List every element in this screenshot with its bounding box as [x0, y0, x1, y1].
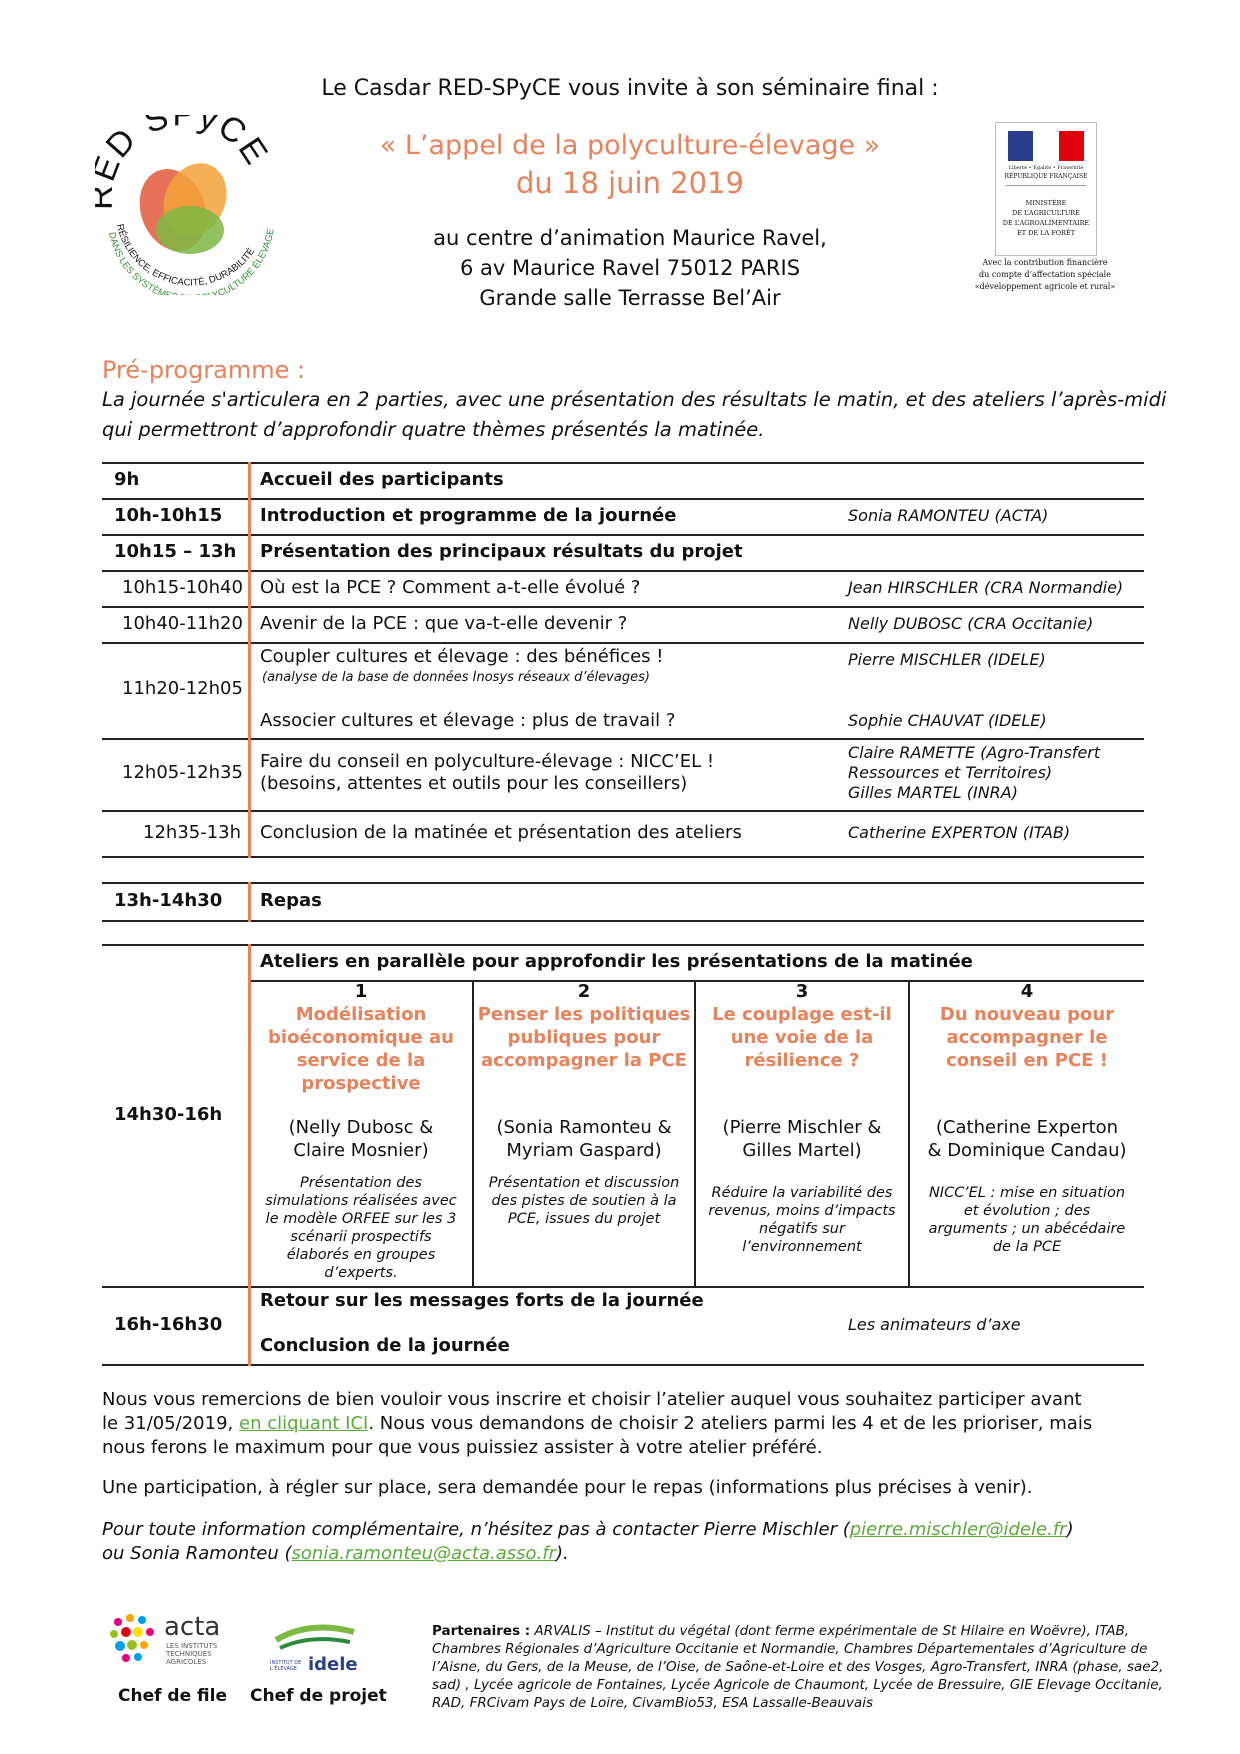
- session-introduction: Introduction et programme de la journée: [260, 505, 677, 526]
- speaker-jean: Jean HIRSCHLER (CRA Normandie): [848, 578, 1124, 597]
- workshop-desc-line: NICC’EL : mise en situation: [928, 1185, 1126, 1201]
- workshop-desc-line: d’experts.: [324, 1265, 398, 1281]
- partners-line-2: Chambres Régionales d’Agriculture Occitanie et Normandie, Chambres Départementales d’Agriculture de: [432, 1641, 1148, 1657]
- time-14h30-16h: 14h30-16h: [114, 1104, 223, 1125]
- partners-line-1: ARVALIS – Institut du végétal (dont ferme expérimentale de St Hilaire en Woëvre), ITAB,: [530, 1623, 1129, 1639]
- ministry-logo: [995, 122, 1097, 256]
- speaker-pierre: Pierre MISCHLER (IDELE): [848, 650, 1046, 669]
- contact-paren-close-2: ).: [556, 1543, 569, 1564]
- time-12h35-13h: 12h35-13h: [143, 822, 242, 843]
- workshop-desc-line: Présentation et discussion: [488, 1175, 680, 1191]
- workshop-people-line: (Nelly Dubosc &: [288, 1117, 434, 1138]
- speaker-claire: Claire RAMETTE (Agro-Transfert: [848, 743, 1101, 762]
- session-key-messages: Retour sur les messages forts de la journée: [260, 1290, 704, 1311]
- workshop-people-line: & Dominique Candau): [927, 1140, 1127, 1161]
- ministry-caption-1: Avec la contribution financière: [982, 258, 1108, 267]
- workshop-desc-line: simulations réalisées avec: [265, 1193, 457, 1209]
- speaker-sonia: Sonia RAMONTEU (ACTA): [848, 506, 1049, 525]
- session-coupling: Coupler cultures et élevage : des bénéfices !: [260, 646, 664, 667]
- workshop-desc-line: le modèle ORFEE sur les 3: [265, 1211, 457, 1227]
- time-16h-16h30: 16h-16h30: [114, 1314, 223, 1335]
- workshop-desc-line: de la PCE: [992, 1239, 1062, 1255]
- ministry-line-1: MINISTÈRE: [1025, 199, 1067, 207]
- ministry-line-4: ET DE LA FORÊT: [1016, 229, 1076, 237]
- workshop-title-line: Penser les politiques: [477, 1004, 691, 1025]
- workshop-desc-line: Réduire la variabilité des: [711, 1185, 893, 1201]
- session-results: Présentation des principaux résultats du projet: [260, 541, 743, 562]
- workshop-title-line: bioéconomique au: [268, 1027, 454, 1048]
- preprogram-intro-2: qui permettront d’approfondir quatre thèmes présentés la matinée.: [102, 418, 765, 441]
- speaker-gilles: Gilles MARTEL (INRA): [848, 783, 1018, 802]
- ministry-caption-3: «développement agricole et rural»: [974, 282, 1116, 291]
- time-12h05-12h35: 12h05-12h35: [122, 762, 243, 783]
- preprogram-intro-1: La journée s'articulera en 2 parties, avec une présentation des résultats le matin, et des ateliers l’après-midi: [102, 388, 1167, 411]
- partners-label: Partenaires :: [432, 1623, 531, 1639]
- workshop-number: 4: [1020, 981, 1034, 1002]
- register-link[interactable]: en cliquant ICI: [239, 1413, 369, 1434]
- workshop-number: 1: [354, 981, 368, 1002]
- workshop-people-line: (Pierre Mischler &: [722, 1117, 882, 1138]
- workshop-desc-line: et évolution ; des: [963, 1203, 1091, 1219]
- speaker-axis-leads: Les animateurs d’axe: [848, 1315, 1021, 1334]
- session-day-conclusion: Conclusion de la journée: [260, 1335, 510, 1356]
- email-link-sonia[interactable]: sonia.ramonteu@acta.asso.fr: [291, 1543, 557, 1564]
- partners-line-3: l’Aisne, du Gers, de la Meuse, de l’Oise, de Saône-et-Loire et des Vosges, Agro-Transfert, INRA (phase, sae2,: [432, 1659, 1164, 1675]
- time-11h20-12h05: 11h20-12h05: [122, 678, 243, 699]
- contact-text-1: Pour toute information complémentaire, n’hésitez pas à contacter Pierre Mischler (: [102, 1519, 850, 1540]
- workshop-2: [476, 980, 692, 1228]
- registration-line-1: Nous vous remercions de bien vouloir vous inscrire et choisir l’atelier auquel vous souhaitez participer avant: [102, 1389, 1082, 1410]
- workshop-title-line: service de la: [296, 1050, 426, 1071]
- idele-caption: Chef de projet: [250, 1686, 387, 1706]
- speaker-claire-line2: Ressources et Territoires): [848, 763, 1053, 782]
- workshop-people-line: (Catherine Experton: [935, 1117, 1119, 1138]
- workshop-people-line: (Sonia Ramonteu &: [496, 1117, 672, 1138]
- contact-paren-close: ): [1066, 1519, 1074, 1540]
- acta-sub-1: LES INSTITUTS: [166, 1642, 218, 1650]
- workshop-number: 3: [795, 981, 809, 1002]
- partners-block: [432, 1622, 1163, 1712]
- registration-choice-text: . Nous vous demandons de choisir 2 ateliers parmi les 4 et de les prioriser, mais: [368, 1413, 1093, 1434]
- redspyce-tagline-1: RÉSILIENCE, EFFICACITÉ, DURABILITÉ: [113, 222, 258, 289]
- time-10h-10h15: 10h-10h15: [114, 505, 223, 526]
- workshop-desc-line: des pistes de soutien à la: [491, 1193, 677, 1209]
- event-title: « L’appel de la polyculture-élevage »: [379, 130, 881, 161]
- workshop-desc-line: PCE, issues du projet: [507, 1211, 661, 1227]
- workshop-desc-line: l’environnement: [742, 1239, 862, 1255]
- workshop-title-line: prospective: [301, 1073, 421, 1094]
- workshop-title-line: Du nouveau pour: [939, 1004, 1115, 1025]
- partners-line-4: sad) , Lycée agricole de Fontaines, Lycée Agricole de Chaumont, Lycée de Bressuire, GIE Elevage Occitanie,: [432, 1677, 1163, 1693]
- session-work: Associer cultures et élevage : plus de travail ?: [260, 710, 676, 731]
- time-10h15-10h40: 10h15-10h40: [122, 577, 243, 598]
- session-welcome: Accueil des participants: [260, 469, 504, 490]
- speaker-sophie: Sophie CHAUVAT (IDELE): [848, 711, 1047, 730]
- workshop-number: 2: [577, 981, 591, 1002]
- marianne-flag-icon: [1008, 131, 1084, 161]
- workshop-title-line: conseil en PCE !: [946, 1050, 1108, 1071]
- ministry-caption-2: du compte d’affectation spéciale: [979, 270, 1111, 279]
- workshop-people-line: Claire Mosnier): [293, 1140, 429, 1161]
- workshop-desc-line: revenus, moins d’impacts: [708, 1203, 896, 1219]
- acta-sub-2: TECHNIQUES: [166, 1650, 212, 1658]
- workshop-4: [912, 980, 1142, 1256]
- idele-wordmark: idele: [308, 1654, 358, 1675]
- venue-line-1: au centre d’animation Maurice Ravel,: [433, 226, 827, 250]
- session-coupling-sub: (analyse de la base de données Inosys réseaux d’élevages): [262, 670, 650, 685]
- speaker-catherine: Catherine EXPERTON (ITAB): [848, 823, 1071, 842]
- contact-text-2: ou Sonia Ramonteu (: [102, 1543, 292, 1564]
- invite-line: Le Casdar RED-SPyCE vous invite à son séminaire final :: [321, 76, 939, 101]
- workshop-1: [252, 980, 470, 1282]
- acta-caption: Chef de file: [118, 1686, 227, 1706]
- workshop-desc-line: scénarii prospectifs: [290, 1229, 432, 1245]
- preprogram-heading: Pré-programme :: [102, 356, 306, 384]
- redspyce-wordmark: D S yCE: [98, 115, 276, 173]
- time-10h40-11h20: 10h40-11h20: [122, 613, 243, 634]
- workshop-title-line: publiques pour: [507, 1027, 661, 1048]
- session-nicc-el-line2: (besoins, attentes et outils pour les conseillers): [260, 773, 688, 794]
- registration-paragraph: [102, 1388, 1092, 1460]
- ministry-line-3: DE L’AGROALIMENTAIRE: [1002, 219, 1090, 227]
- workshop-people-line: Myriam Gaspard): [506, 1140, 662, 1161]
- registration-line-2: [102, 1412, 1092, 1436]
- session-morning-conclusion: Conclusion de la matinée et présentation des ateliers: [260, 822, 742, 843]
- idele-logo: [270, 1618, 360, 1673]
- partners-line-5: RAD, FRCivam Pays de Loire, CivamBio53, ESA Lassalle-Beauvais: [432, 1695, 873, 1711]
- workshop-title-line: accompagner le: [946, 1027, 1108, 1048]
- acta-wordmark: acta: [164, 1612, 221, 1642]
- session-nicc-el: Faire du conseil en polyculture-élevage : NICC’EL !: [260, 751, 715, 772]
- workshop-desc-line: Présentation des: [300, 1175, 422, 1191]
- workshop-desc-line: négatifs sur: [759, 1221, 845, 1237]
- contact-paragraph: [102, 1518, 1074, 1566]
- session-where-pce: Où est la PCE ? Comment a-t-elle évolué ?: [260, 577, 641, 598]
- workshop-title-line: Modélisation: [295, 1004, 427, 1025]
- ministry-republic: RÉPUBLIQUE FRANÇAISE: [1004, 173, 1088, 180]
- acta-sub-3: AGRICOLES: [166, 1658, 207, 1666]
- venue-line-2: 6 av Maurice Ravel 75012 PARIS: [459, 256, 801, 280]
- workshop-3: [698, 980, 906, 1256]
- redspyce-tagline-2: DANS LES SYSTÈM CULTURE ÉLEVAGE: [105, 227, 277, 295]
- registration-line-3: nous ferons le maximum pour que vous puissiez assister à votre atelier préféré.: [102, 1437, 823, 1458]
- workshop-title-line: accompagner la PCE: [481, 1050, 687, 1071]
- ministry-motto: Liberté • Égalité • Fraternité: [1008, 165, 1084, 171]
- time-13h-14h30: 13h-14h30: [114, 890, 223, 911]
- idele-pre: INSTITUT DE L’ÉLEVAGE: [270, 1660, 302, 1672]
- lunch-fee-note: Une participation, à régler sur place, sera demandée pour le repas (informations plus précises à venir).: [102, 1477, 1033, 1498]
- workshops-heading: Ateliers en parallèle pour approfondir les présentations de la matinée: [260, 951, 973, 972]
- workshop-title-line: résilience ?: [744, 1050, 860, 1071]
- speaker-nelly: Nelly DUBOSC (CRA Occitanie): [848, 614, 1094, 633]
- time-9h: 9h: [114, 469, 140, 490]
- workshop-desc-line: arguments ; un abécédaire: [928, 1221, 1126, 1237]
- session-future-pce: Avenir de la PCE : que va-t-elle devenir ?: [260, 613, 628, 634]
- session-lunch: Repas: [260, 890, 322, 911]
- workshop-title-line: Le couplage est-il: [712, 1004, 892, 1025]
- registration-deadline: le 31/05/2019,: [102, 1413, 239, 1434]
- workshop-desc-line: élaborés en groupes: [286, 1247, 436, 1263]
- email-link-pierre[interactable]: pierre.mischler@idele.fr: [849, 1519, 1067, 1540]
- workshop-title-line: une voie de la: [730, 1027, 874, 1048]
- redspyce-logo: [95, 115, 285, 295]
- venue-line-3: Grande salle Terrasse Bel’Air: [479, 286, 781, 310]
- time-10h15-13h: 10h15 – 13h: [114, 541, 237, 562]
- workshop-people-line: Gilles Martel): [742, 1140, 862, 1161]
- acta-logo: [108, 1612, 233, 1672]
- ministry-line-2: DE L’AGRICULTURE: [1012, 209, 1080, 217]
- event-date: du 18 juin 2019: [515, 166, 745, 200]
